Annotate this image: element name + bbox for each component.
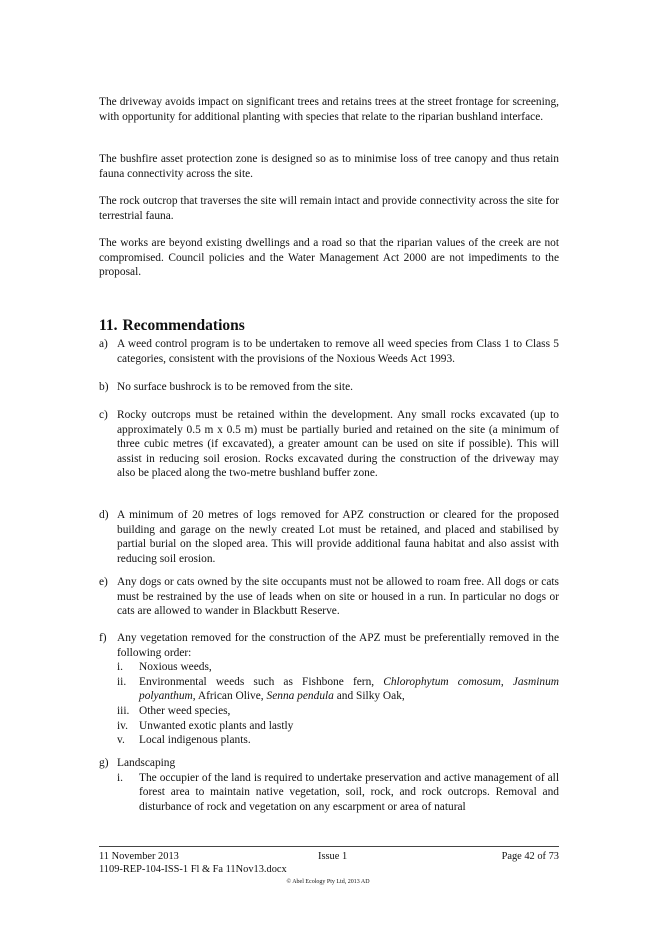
text-run: , [500,675,513,688]
list-label: g) [99,757,109,769]
sublist-item [117,771,559,815]
sublist-item [117,704,559,719]
recommendation-text: Landscaping [117,757,176,769]
footer-page-number: Page 42 of 73 [501,851,559,862]
species-name: Chlorophytum comosum [383,675,501,688]
body-paragraph: The driveway avoids impact on significant trees and retains trees at the street frontage for screening, with opportunity for additional planting with species that relate to the riparian bushland interface. [99,96,559,123]
footer-document-reference: 1109-REP-104-ISS-1 Fl & Fa 11Nov13.docx [99,864,287,875]
species-name: Jasminum polyanthum [139,675,559,703]
sublist-label: i. [117,661,124,674]
footer-issue: Issue 1 [318,851,348,862]
list-label: f) [99,632,107,644]
sublist-item [117,733,559,748]
text-run: , African Olive, [192,690,267,703]
list-label: e) [99,576,108,588]
text-run: Environmental weeds such as Fishbone fern, [139,675,384,688]
footer-divider [99,846,559,847]
recommendation-item [99,631,559,748]
section-number: 11. [99,317,118,334]
body-paragraph: The rock outcrop that traverses the site will remain intact and provide connectivity across the site for terrestrial fauna. [99,195,559,222]
recommendation-text: Any vegetation removed for the construction of the APZ must be preferentially removed in the following order: [117,632,559,659]
sublist-text [139,675,559,704]
sublist-item [117,660,559,675]
sublist-text: Noxious weeds, [139,661,212,674]
sublist-text: Local indigenous plants. [139,734,251,747]
recommendation-item [99,508,559,566]
body-paragraph: The works are beyond existing dwellings and a road so that the riparian values of the creek are not compromised. Council policies and the Water Management Act 2000 are not impediments to the proposal. [99,237,559,279]
recommendation-item [99,380,559,395]
recommendation-text: Rocky outcrops must be retained within the development. Any small rocks excavated (up to approximately 0.5 m x 0.5 m) must be partially buried and retained on the site (a minimum of three cubic metres (if excavated), a greater amount can be used on site if possible). This will assist in reducing soil erosion. Rocks excavated during the construction of the driveway may also be placed along the two-metre bushland buffer zone. [117,409,559,480]
recommendation-item [99,575,559,619]
recommendation-text: A minimum of 20 metres of logs removed for APZ construction or cleared for the proposed building and garage on the newly created Lot must be retained, and placed and stabilised by partial burial on the sloped area. This will provide additional fauna habitat and also assist with reducing soil erosion. [117,509,559,565]
sublist-item [117,719,559,734]
recommendation-item [99,408,559,481]
sublist-label: iii. [117,704,130,717]
recommendation-text: Any dogs or cats owned by the site occupants must not be allowed to roam free. All dogs or cats must be restrained by the use of leads when on site or housed in a run. In particular no dogs or cats are allowed to wander in Blackbutt Reserve. [117,576,559,618]
recommendation-text: A weed control program is to be undertaken to remove all weed species from Class 1 to Class 5 categories, consistent with the provisions of the Noxious Weeds Act 1993. [117,338,559,365]
sublist-label: v. [117,734,125,747]
footer-date: 11 November 2013 [99,851,179,862]
recommendation-item [99,337,559,366]
sublist-label: ii. [117,675,127,688]
body-paragraph: The bushfire asset protection zone is designed so as to minimise loss of tree canopy and thus retain fauna connectivity across the site. [99,153,559,180]
section-title: Recommendations [122,317,245,334]
sublist-label: i. [117,771,124,784]
sublist-text: Other weed species, [139,704,231,717]
species-name: Senna pendula [266,690,334,703]
sublist-item [117,675,559,704]
footer-copyright: © Abel Ecology Pty Ltd, 2013 AD [286,879,370,885]
recommendation-text: No surface bushrock is to be removed from the site. [117,381,353,393]
recommendation-item [99,756,559,814]
sublist-label: iv. [117,719,128,732]
list-label: a) [99,338,108,350]
list-label: c) [99,409,108,421]
list-label: d) [99,509,109,521]
sublist-text: Unwanted exotic plants and lastly [139,719,294,732]
text-run: and Silky Oak, [333,690,405,703]
list-label: b) [99,381,109,393]
sublist-text: The occupier of the land is required to undertake preservation and active management of all forest area to maintain native vegetation, soil, rock, and rock outcrops. Removal and disturbance of rock and vegetation on any escarpment or area of natural [139,771,559,813]
section-heading [99,316,245,335]
